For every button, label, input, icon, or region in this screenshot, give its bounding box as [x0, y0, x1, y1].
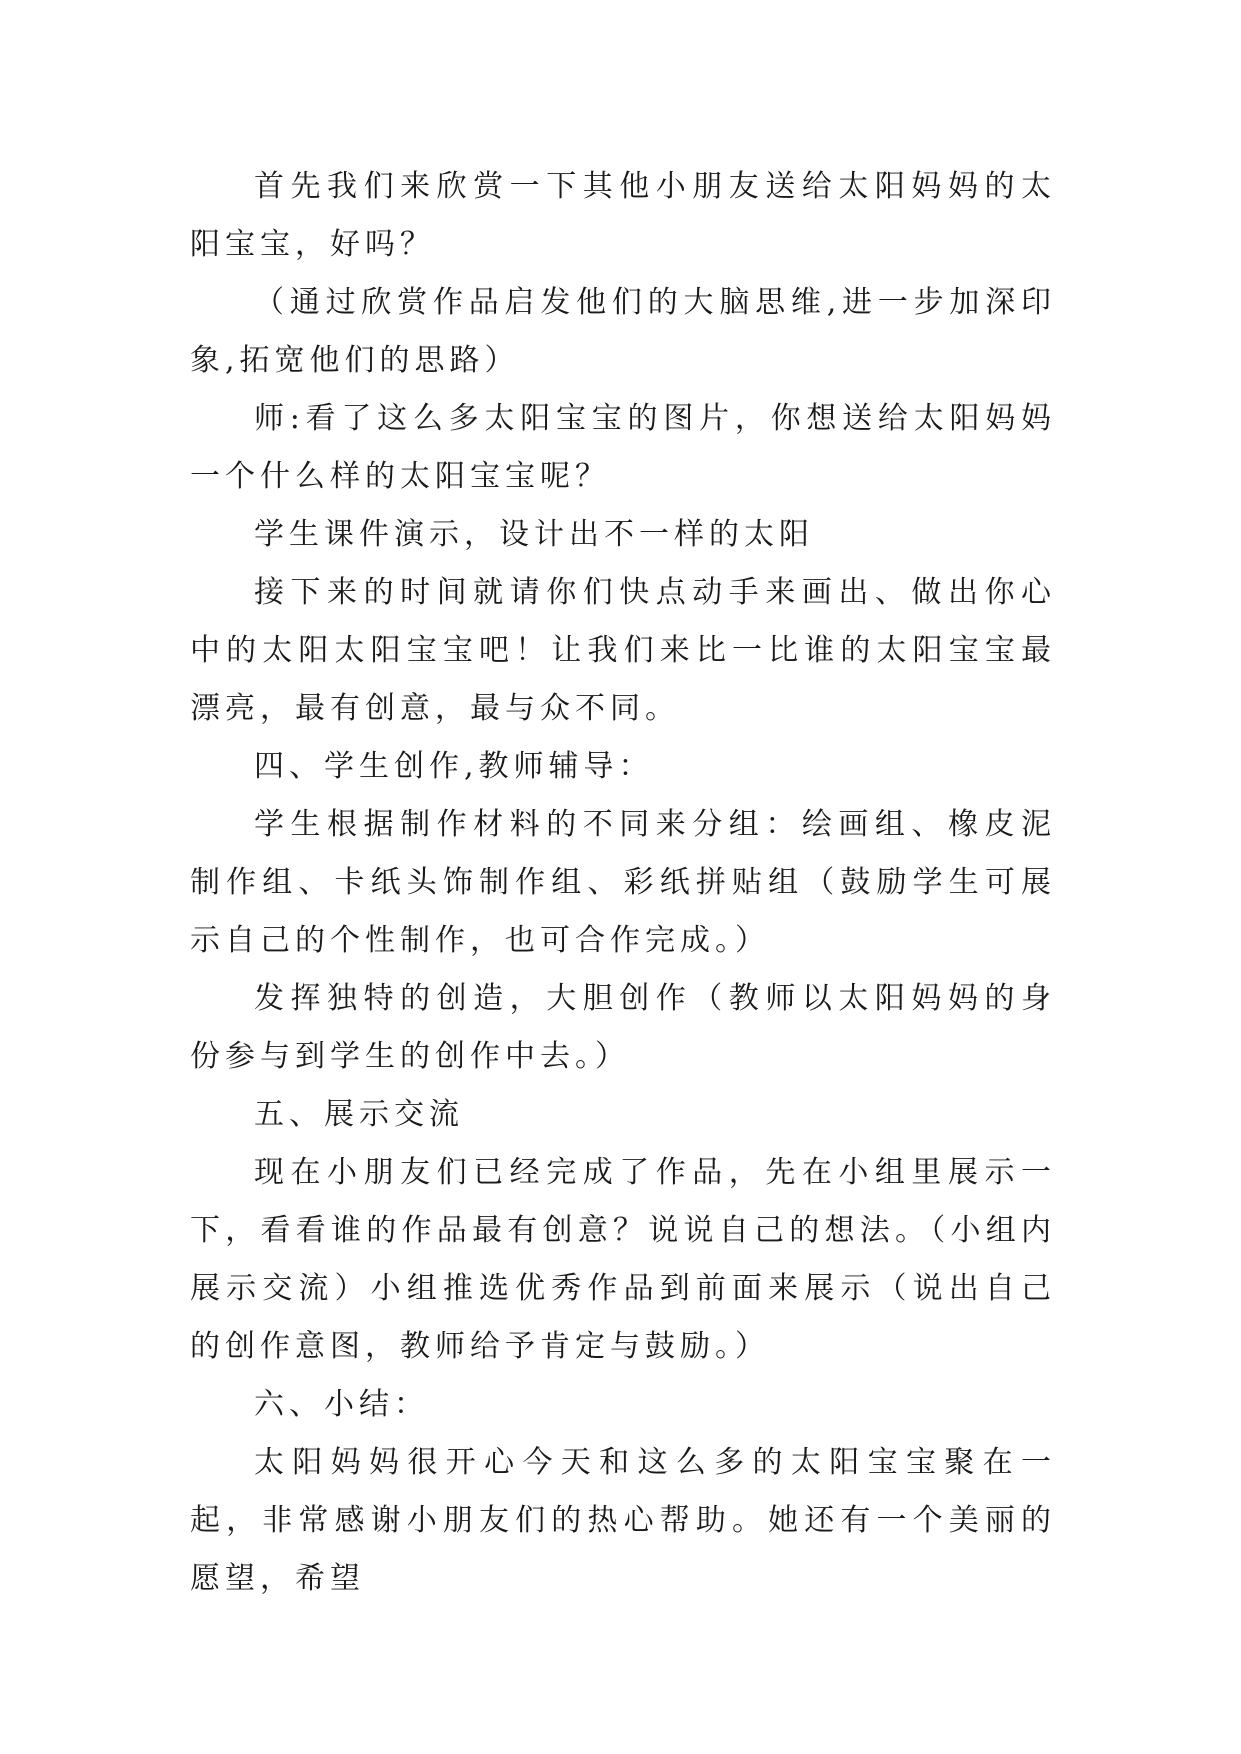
section-heading-6: 六、小结： — [254, 1387, 429, 1422]
paragraph-summary: 太阳妈妈很开心今天和这么多的太阳宝宝聚在一起，非常感谢小朋友们的热心帮助。她还有一个美丽的愿望，希望 — [190, 1445, 1056, 1596]
paragraph-note-inspire: （通过欣赏作品启发他们的大脑思维,进一步加深印象,拓宽他们的思路） — [190, 285, 1056, 378]
section-heading-5: 五、展示交流 — [254, 1097, 464, 1132]
paragraph-showcase: 现在小朋友们已经完成了作品，先在小组里展示一下，看看谁的作品最有创意？说说自己的想法。（小组内展示交流）小组推选优秀作品到前面来展示（说出自己的创作意图，教师给予肯定与鼓励。） — [190, 1155, 1056, 1364]
paragraph-courseware-demo: 学生课件演示，设计出不一样的太阳 — [254, 517, 814, 552]
paragraph-teacher-question: 师:看了这么多太阳宝宝的图片，你想送给太阳妈妈一个什么样的太阳宝宝呢？ — [190, 401, 1056, 494]
paragraph-start-drawing: 接下来的时间就请你们快点动手来画出、做出你心中的太阳太阳宝宝吧！让我们来比一比谁的太阳宝宝最漂亮，最有创意，最与众不同。 — [190, 575, 1056, 726]
paragraph-grouping: 学生根据制作材料的不同来分组：绘画组、橡皮泥制作组、卡纸头饰制作组、彩纸拼贴组（鼓励学生可展示自己的个性制作，也可合作完成。） — [190, 807, 1056, 958]
paragraph-creative-work: 发挥独特的创造，大胆创作（教师以太阳妈妈的身份参与到学生的创作中去。） — [190, 981, 1056, 1074]
section-heading-4: 四、学生创作,教师辅导： — [254, 749, 654, 784]
paragraph-appreciate-works: 首先我们来欣赏一下其他小朋友送给太阳妈妈的太阳宝宝，好吗？ — [190, 169, 1056, 262]
document-body — [190, 158, 1056, 1608]
